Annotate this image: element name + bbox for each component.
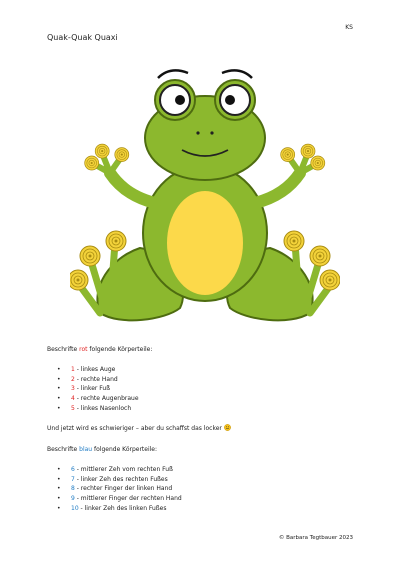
list-blue: [47, 465, 182, 514]
list-item: • 6 - mittlerer Zeh vom rechten Fuß: [47, 465, 182, 475]
instruction-blue: Beschrifte blau folgende Körperteile:: [47, 446, 158, 453]
list-item: • 1 - linkes Auge: [47, 365, 152, 375]
color-word-red: rot: [79, 346, 88, 353]
section-blue: [47, 445, 182, 514]
color-word-blue: blau: [79, 446, 93, 453]
list-item: • 5 - linkes Nasenloch: [47, 404, 152, 414]
smiley-icon: [224, 424, 231, 431]
page-title: Quak-Quak Quaxi: [47, 33, 118, 42]
list-item: • 7 - linker Zeh des rechten Fußes: [47, 475, 182, 485]
instruction-red: Beschrifte rot folgende Körperteile:: [47, 346, 153, 353]
list-item: • 2 - rechte Hand: [47, 375, 152, 385]
list-item: • 10 - linker Zeh des linken Fußes: [47, 504, 182, 514]
frog-illustration: [70, 58, 340, 328]
list-item: • 9 - mittlerer Finger der rechten Hand: [47, 494, 182, 504]
section-red: [47, 345, 152, 414]
middle-line: Und jetzt wird es schwieriger – aber du schaffst das locker: [47, 424, 231, 434]
copyright: © Barbara Tegtbauer 2023: [278, 535, 353, 541]
list-item: • 3 - linker Fuß: [47, 384, 152, 394]
list-red: [47, 365, 152, 414]
corner-label: KS: [345, 24, 353, 31]
list-item: • 8 - rechter Finger der linken Hand: [47, 484, 182, 494]
list-item: • 4 - rechte Augenbraue: [47, 394, 152, 404]
